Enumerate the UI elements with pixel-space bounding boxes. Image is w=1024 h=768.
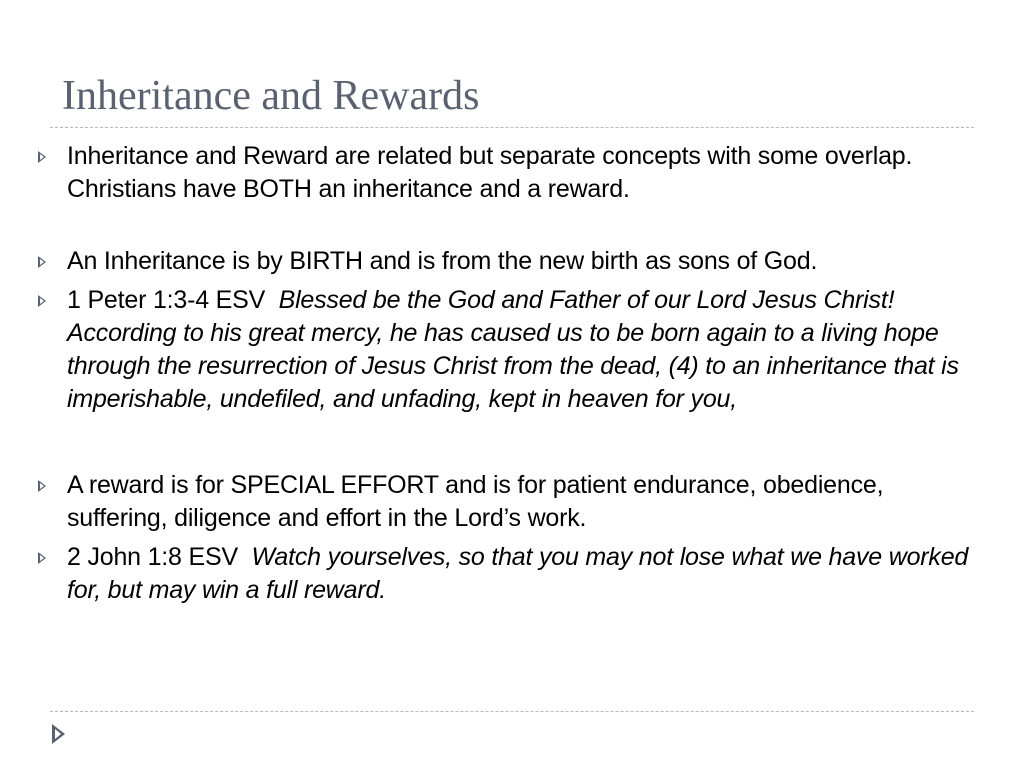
- triangle-bullet-icon: [38, 552, 46, 564]
- triangle-bullet-icon: [38, 295, 46, 307]
- bullet-item: [38, 284, 982, 416]
- footer-divider: [50, 711, 974, 712]
- triangle-bullet-icon: [38, 480, 46, 492]
- bullet-text: Inheritance and Reward are related but separate concepts with some overlap. Christians have BOTH an inheritance and a reward.: [67, 142, 913, 203]
- triangle-bullet-icon: [38, 151, 46, 163]
- triangle-bullet-icon: [38, 256, 46, 268]
- bullet-item: [38, 245, 982, 278]
- scripture-quote: Blessed be the God and Father of our Lord Jesus Christ! According to his great mercy, he has caused us to be born again to a living hope through the resurrection of Jesus Christ from the dead, (4) to an inheritance that is imperishable, undefiled, and unfading, kept in heaven for you,: [67, 286, 959, 413]
- bullet-item: [38, 140, 982, 206]
- bullet-text: A reward is for SPECIAL EFFORT and is for patient endurance, obedience, suffering, diligence and effort in the Lord’s work.: [67, 471, 884, 532]
- scripture-reference: 1 Peter 1:3-4 ESV: [67, 286, 279, 314]
- scripture-reference: 2 John 1:8 ESV: [67, 543, 252, 571]
- bullet-text: An Inheritance is by BIRTH and is from the new birth as sons of God.: [67, 247, 818, 275]
- slide-title: Inheritance and Rewards: [62, 73, 480, 119]
- next-slide-icon[interactable]: [52, 724, 65, 744]
- scripture-quote: Watch yourselves, so that you may not lose what we have worked for, but may win a full reward.: [67, 543, 969, 604]
- title-divider: [50, 127, 974, 128]
- bullet-item: [38, 469, 982, 535]
- slide-content: [38, 140, 982, 607]
- bullet-item: [38, 541, 982, 607]
